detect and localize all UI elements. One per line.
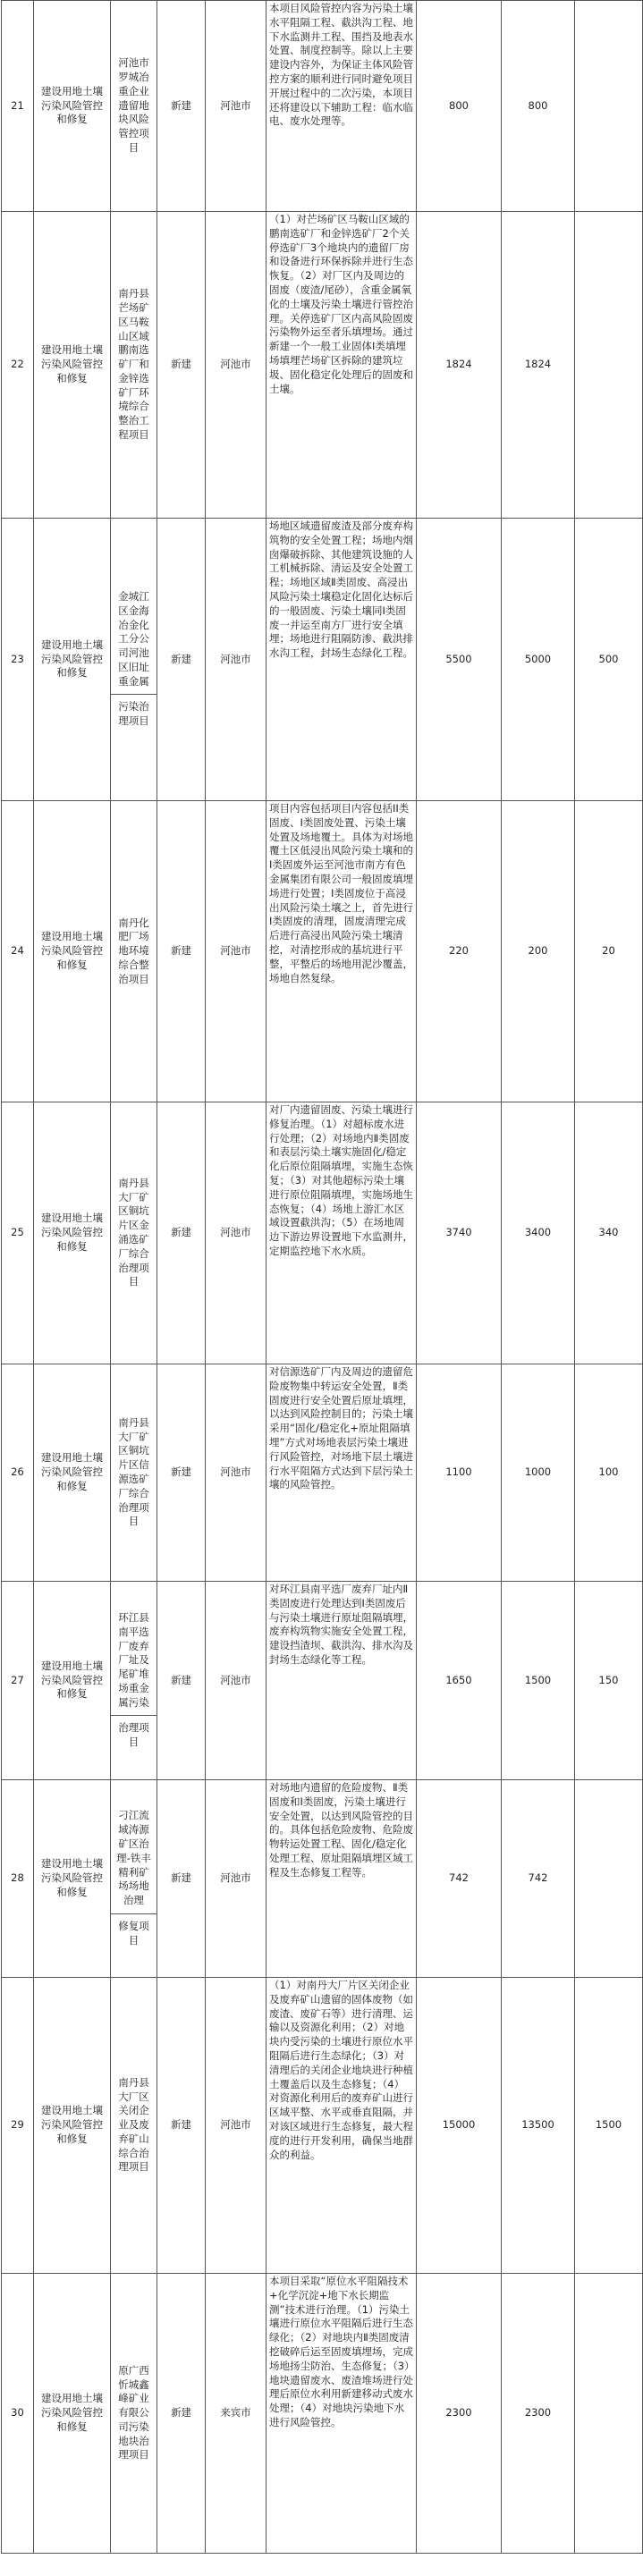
table-row xyxy=(2,2274,643,2554)
row-number: 29 xyxy=(2,1978,34,2274)
central-funds: 1000 xyxy=(502,1364,575,1582)
total-investment: 5500 xyxy=(417,519,502,801)
total-investment: 1650 xyxy=(417,1582,502,1780)
project-name: 原广西忻城鑫峰矿业有限公司污染地块治理项目 xyxy=(111,2274,157,2554)
local-funds xyxy=(575,1,643,212)
project-category: 建设用地土壤污染风险管控和修复 xyxy=(34,519,111,801)
project-name: 金城江区金海冶金化工分公司河池区旧址重金属 xyxy=(118,589,149,688)
local-funds xyxy=(575,1780,643,1978)
project-category: 建设用地土壤污染风险管控和修复 xyxy=(34,1,111,212)
central-funds: 3400 xyxy=(502,1102,575,1364)
row-number: 24 xyxy=(2,801,34,1102)
row-number: 23 xyxy=(2,519,34,801)
project-category: 建设用地土壤污染风险管控和修复 xyxy=(34,1102,111,1364)
total-investment: 15000 xyxy=(417,1978,502,2274)
project-category: 建设用地土壤污染风险管控和修复 xyxy=(34,212,111,519)
construction-nature: 新建 xyxy=(157,1978,206,2274)
central-funds: 5000 xyxy=(502,519,575,801)
construction-nature: 新建 xyxy=(157,1102,206,1364)
city: 河池市 xyxy=(206,1364,267,1582)
construction-nature: 新建 xyxy=(157,1364,206,1582)
row-number: 21 xyxy=(2,1,34,212)
city: 河池市 xyxy=(206,212,267,519)
table-row xyxy=(2,1,643,212)
total-investment: 2300 xyxy=(417,2274,502,2554)
central-funds: 800 xyxy=(502,1,575,212)
project-description: （1）对南丹大厂片区关闭企业及废弃矿山遗留的固体废物（如废渣、废矿石等）进行清理、运输以及资源化利用；（2）对地块内受污染的土壤进行原位水平阻隔后进行生态绿化；（3）对清理后的关闭企业地块进行种植土覆盖后以及生态修复；（4）对资源化利用后的废弃矿山进行区域平整、水平或垂直阻隔，并对该区域进行生态修复，最大程度的进行开发利用，确保当地群众的利益。 xyxy=(267,1978,417,2274)
row-number: 30 xyxy=(2,2274,34,2554)
row-number: 22 xyxy=(2,212,34,519)
project-description: 对场地内遗留的危险废物、Ⅱ类固废和Ⅰ类固废，污染土壤进行安全处置，以达到风险管控的目的。具体包括危险废物、危险废物转运处置工程、固化/稳定化处理工程、原址阻隔填埋区域工程及生态修复工程等。 xyxy=(267,1780,417,1978)
local-funds: 500 xyxy=(575,519,643,801)
city: 河池市 xyxy=(206,1780,267,1978)
construction-nature: 新建 xyxy=(157,519,206,801)
central-funds: 2300 xyxy=(502,2274,575,2554)
project-table xyxy=(1,0,643,2554)
project-description: 对厂内遗留固废、污染土壤进行修复治理。（1）对超标废水进行处理；（2）对场地内Ⅱ类固废和表层污染土壤实施固化/稳定化后原位阻隔填埋，实施生态恢复；（3）对其他超标污染土壤进行原位阻隔填埋，实施场地生态恢复；（4）场地上游汇水区域设置截洪沟；（5）在场地周边下游边界设置地下水监测井，定期监控地下水水质。 xyxy=(267,1102,417,1364)
row-number: 25 xyxy=(2,1102,34,1364)
project-name: 南丹化肥厂场地环境综合整治项目 xyxy=(111,801,157,1102)
project-description: 项目内容包括项目内容包括II类固废、I类固废处置、污染土壤处置及场地覆土。具体为对场地覆土区低浸出风险污染土壤和的I类固废外运至河池市南方有色金属集团有限公司一般固废填埋场进行处置；Ⅰ类固废位于高浸出风险污染土壤之上，首先进行Ⅰ类固废的清理，固废清理完成后进行高浸出风险污染土壤清挖，对清挖形成的基坑进行平整，平整后的场地用泥沙覆盖，场地自然复绿。 xyxy=(267,801,417,1102)
table-row xyxy=(2,1582,643,1780)
project-name-continued: 污染治理项目 xyxy=(111,694,157,729)
central-funds: 200 xyxy=(502,801,575,1102)
project-description: 对信源选矿厂内及周边的遗留危险废物集中转运安全处置，Ⅱ类固废进行安全处置后原址填埋，以达到风险控制目的；污染土壤采用“固化/稳定化+原址阻隔填埋”方式对场地表层污染土壤进行风险管控，对场地下层土壤进行水平阻隔方式达到下层污染土壤的风险管控。 xyxy=(267,1364,417,1582)
central-funds: 742 xyxy=(502,1780,575,1978)
table-row xyxy=(2,519,643,801)
project-description: （1）对芒场矿区马鞍山区域的鹏南选矿厂和金锌选矿厂2个关停选矿厂3个地块内的遗留厂房和设备进行环保拆除并进行生态恢复。（2）对厂区内及周边的固废（废渣/尾砂），含重金属氧化的土壤及污染土壤进行管控治理。关停选矿厂区内高风险固废污染物外运至者乐填埋场。通过新建一个一般工业固体Ⅰ类填埋场填埋芒场矿区拆除的建筑垃圾、固化稳定化处理后的固废和土壤。 xyxy=(267,212,417,519)
project-category: 建设用地土壤污染风险管控和修复 xyxy=(34,2274,111,2554)
total-investment: 1100 xyxy=(417,1364,502,1582)
project-name: 环江县南平选厂废弃厂址及尾矿堆场重金属污染 xyxy=(118,1610,149,1709)
project-description: 本项目风险管控内容为污染土壤水平阻隔工程、截洪沟工程、地下水监测井工程、围挡及地表水处置、制度控制等。除以上主要建设内容外，为保证主体风险管控方案的顺利进行同时避免项目开展过程中的二次污染，本项目还将建设以下辅助工程：临水临电、废水处理等。 xyxy=(267,1,417,212)
row-number: 27 xyxy=(2,1582,34,1780)
central-funds: 1824 xyxy=(502,212,575,519)
construction-nature: 新建 xyxy=(157,801,206,1102)
project-name-continued: 治理项目 xyxy=(111,1715,157,1750)
project-name: 河池市罗城冶重企业遗留地块风险管控项目 xyxy=(111,1,157,212)
total-investment: 3740 xyxy=(417,1102,502,1364)
project-name: 刁江流域涛源矿区治理-铁丰精利矿场场地治理 xyxy=(116,1809,151,1907)
project-category: 建设用地土壤污染风险管控和修复 xyxy=(34,801,111,1102)
table-row xyxy=(2,801,643,1102)
project-description: 本项目采取“原位水平阻隔技术+化学沉淀+地下水长期监测”技术进行治理。（1）污染土壤进行原位水平阻隔后进行生态绿化；（2）对地块内Ⅱ类固废清挖破碎后运至固废填埋场，完成场地扬尘防治、生态修复；（3）地块遗留废水、废渣堆场进行处理后原位水利用新建移动式废水处理；（4）对地块污染地下水进行风险管控。 xyxy=(267,2274,417,2554)
central-funds: 13500 xyxy=(502,1978,575,2274)
total-investment: 742 xyxy=(417,1780,502,1978)
table-row xyxy=(2,1102,643,1364)
project-name: 南丹县大厂矿区铜坑片区信源选矿厂综合治理项目 xyxy=(111,1364,157,1582)
project-name-cell xyxy=(111,1582,157,1780)
central-funds: 1500 xyxy=(502,1582,575,1780)
city: 河池市 xyxy=(206,519,267,801)
city: 河池市 xyxy=(206,1978,267,2274)
project-name-cell xyxy=(111,1780,157,1978)
local-funds: 20 xyxy=(575,801,643,1102)
project-name: 南丹县芒场矿区马鞍山区域鹏南选矿厂和金锌选矿厂环境综合整治工程项目 xyxy=(111,212,157,519)
project-name-cell xyxy=(111,519,157,801)
construction-nature: 新建 xyxy=(157,1,206,212)
table-row xyxy=(2,1780,643,1978)
city: 河池市 xyxy=(206,1102,267,1364)
city: 来宾市 xyxy=(206,2274,267,2554)
city: 河池市 xyxy=(206,801,267,1102)
project-category: 建设用地土壤污染风险管控和修复 xyxy=(34,1780,111,1978)
total-investment: 220 xyxy=(417,801,502,1102)
total-investment: 800 xyxy=(417,1,502,212)
row-number: 28 xyxy=(2,1780,34,1978)
project-table-body xyxy=(2,1,643,2554)
local-funds xyxy=(575,212,643,519)
city: 河池市 xyxy=(206,1,267,212)
local-funds: 100 xyxy=(575,1364,643,1582)
local-funds: 1500 xyxy=(575,1978,643,2274)
construction-nature: 新建 xyxy=(157,1582,206,1780)
construction-nature: 新建 xyxy=(157,212,206,519)
project-category: 建设用地土壤污染风险管控和修复 xyxy=(34,1364,111,1582)
project-name: 南丹县大厂矿区铜坑片区金涌选矿厂综合治理项目 xyxy=(111,1102,157,1364)
project-name-continued: 修复项目 xyxy=(111,1913,157,1948)
local-funds: 150 xyxy=(575,1582,643,1780)
construction-nature: 新建 xyxy=(157,1780,206,1978)
local-funds: 340 xyxy=(575,1102,643,1364)
project-description: 对环江县南平选厂废弃厂址内Ⅱ类固废进行处理达到Ⅰ类固废后与污染土壤进行原址阻隔填埋，废弃构筑物实施安全处置工程，建设挡渣坝、截洪沟、排水沟及封场生态绿化等工程。 xyxy=(267,1582,417,1780)
city: 河池市 xyxy=(206,1582,267,1780)
project-description: 场地区域遗留废渣及部分废弃构筑物的安全处置工程；场地内烟囱爆破拆除、其他建筑设施的人工机械拆除、清运及安全处置工程；场地区域Ⅱ类固废、高浸出风险污染土壤稳定化固化达标后的一般固废、污染土壤同Ⅰ类固废一并运至南方厂进行安全填埋；场地进行阻隔防渗、截洪排水沟工程，封场生态绿化工程。 xyxy=(267,519,417,801)
local-funds xyxy=(575,2274,643,2554)
construction-nature: 新建 xyxy=(157,2274,206,2554)
table-row xyxy=(2,1978,643,2274)
project-category: 建设用地土壤污染风险管控和修复 xyxy=(34,1978,111,2274)
row-number: 26 xyxy=(2,1364,34,1582)
total-investment: 1824 xyxy=(417,212,502,519)
table-row xyxy=(2,1364,643,1582)
project-category: 建设用地土壤污染风险管控和修复 xyxy=(34,1582,111,1780)
project-name: 南丹县大厂区关闭企业及废弃矿山综合治理项目 xyxy=(111,1978,157,2274)
table-row xyxy=(2,212,643,519)
